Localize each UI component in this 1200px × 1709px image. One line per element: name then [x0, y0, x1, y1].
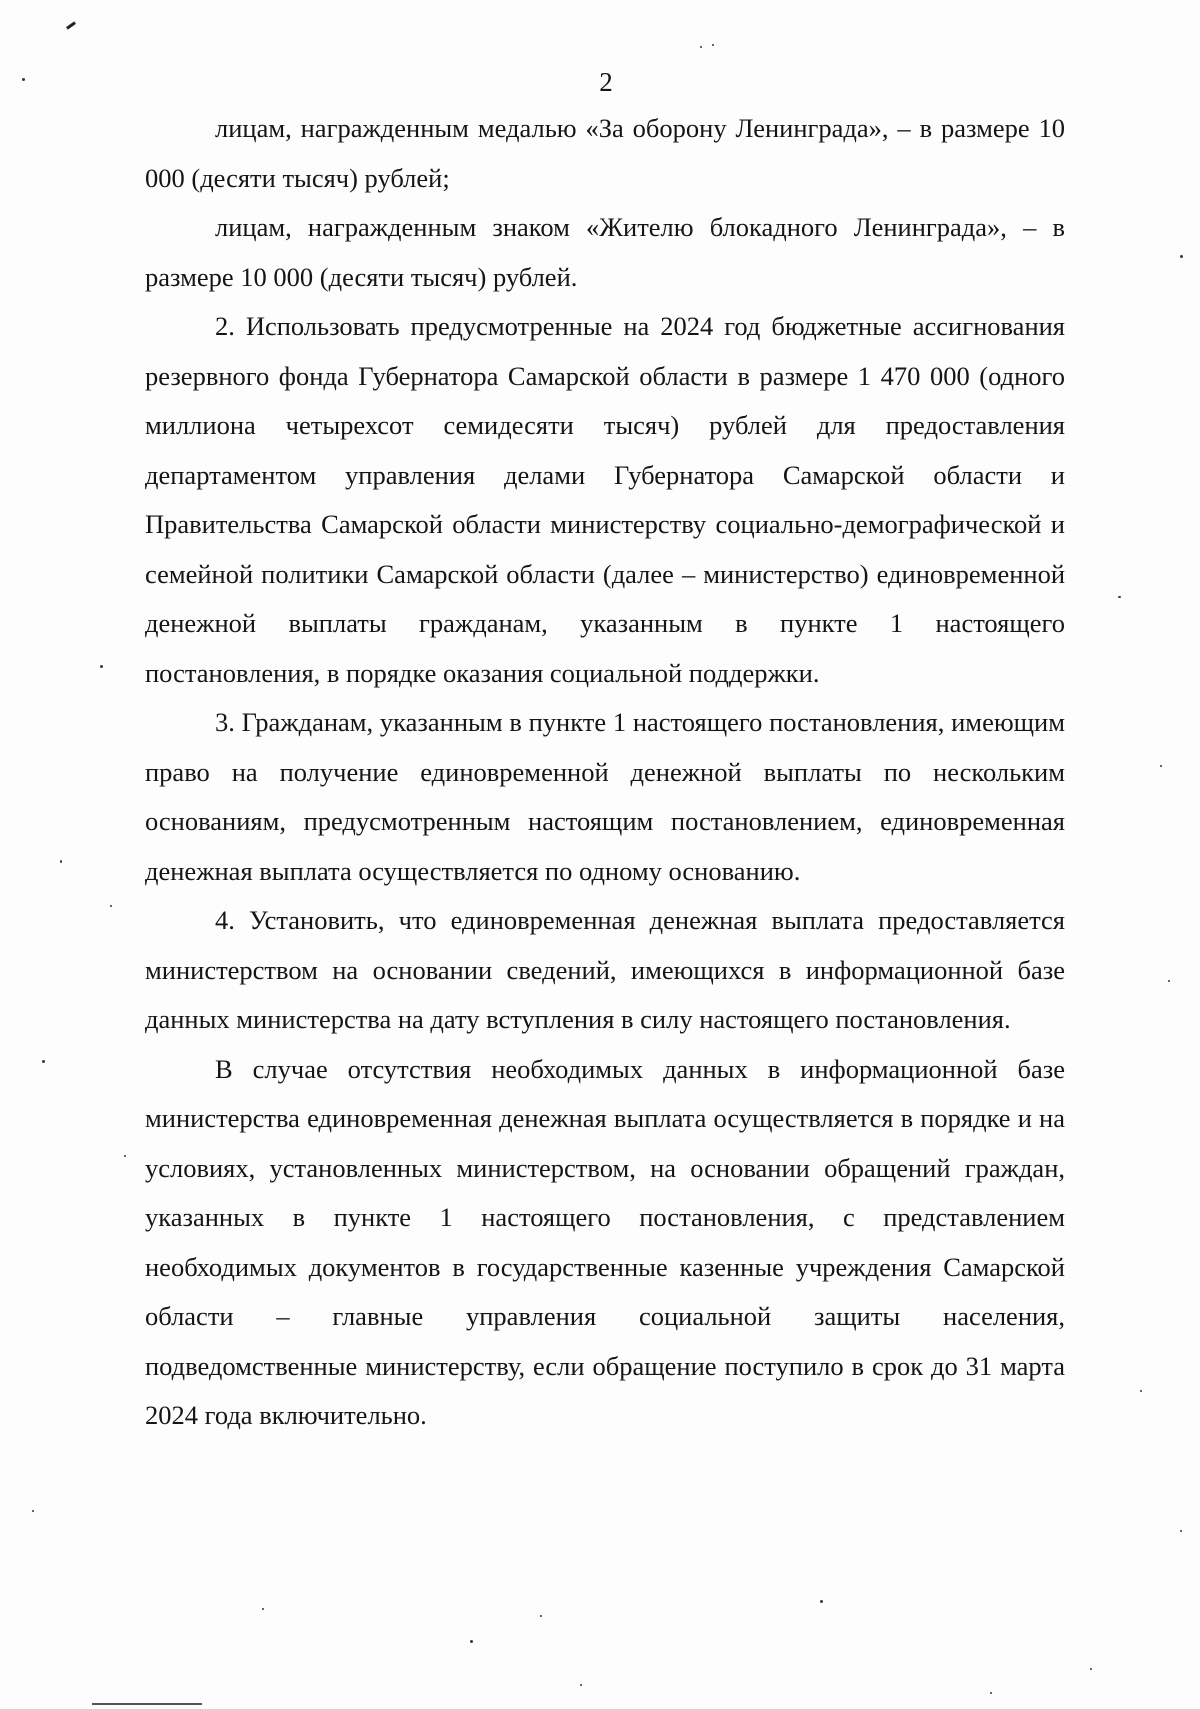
scan-mark [66, 21, 76, 29]
scan-speck [262, 1608, 264, 1610]
scan-speck [990, 1692, 992, 1694]
scan-speck [1090, 1668, 1092, 1670]
scan-speck [1160, 765, 1162, 767]
scan-speck [1140, 1390, 1142, 1392]
paragraph-missing-data: В случае отсутствия необходимых данных в информационной базе министерства единовременная денежная выплата осуществляется в порядке и на условиях, установленных министерством, на основании обращений граждан, указанных в пункте 1 настоящего постановления, с представлением необходимых документов в государственные казенные учреждения Самарской области – главные управления социальной защиты населения, подведомственные министерству, если обращение поступило в срок до 31 марта 2024 года включительно. [145, 1053, 1065, 1430]
paragraph-item-2: 2. Использовать предусмотренные на 2024 год бюджетные ассигнования резервного фонда Губернатора Самарской области в размере 1 470 000 (одного миллиона четырехсот семидесяти тысяч) рублей для предоставления департаментом управления делами Губернатора Самарской области и Правительства Самарской области министерству социально-демографической и семейной политики Самарской области (далее – министерство) единовременной денежной выплаты гражданам, указанным в пункте 1 настоящего постановления, в порядке оказания социальной поддержки. [145, 311, 1065, 688]
scan-speck [32, 1510, 34, 1512]
scan-speck [712, 44, 714, 46]
scan-speck [124, 1155, 126, 1157]
scan-speck [22, 78, 25, 81]
scan-speck [540, 1615, 542, 1617]
scan-edge-line [92, 1703, 202, 1705]
scan-speck [1118, 596, 1121, 598]
scan-speck [820, 1600, 823, 1603]
page-number: 2 [599, 67, 613, 97]
scan-speck [700, 46, 702, 48]
scan-speck [1168, 980, 1170, 982]
scan-speck [42, 1060, 45, 1063]
document-body [145, 104, 1065, 1441]
paragraph-item-4: 4. Установить, что единовременная денежная выплата предоставляется министерством на основании сведений, имеющихся в информационной базе данных министерства на дату вступления в силу настоящего постановления. [145, 905, 1065, 1034]
paragraph-blockade-badge: лицам, награжденным знаком «Жителю блокадного Ленинграда», – в размере 10 000 (десяти тысяч) рублей. [145, 212, 1065, 292]
scan-speck [580, 1684, 582, 1686]
paragraph-item-3: 3. Гражданам, указанным в пункте 1 настоящего постановления, имеющим право на получение единовременной денежной выплаты по нескольким основаниям, предусмотренным настоящим постановлением, единовременная денежная выплата осуществляется по одному основанию. [145, 707, 1065, 886]
scan-speck [1180, 255, 1183, 258]
scan-speck [100, 665, 103, 668]
scan-speck [110, 905, 112, 907]
scan-speck [1180, 1530, 1182, 1532]
paragraph-medal-leningrad: лицам, награжденным медалью «За оборону Ленинграда», – в размере 10 000 (десяти тысяч) рублей; [145, 113, 1065, 193]
scan-speck [470, 1640, 473, 1643]
scan-speck [60, 860, 62, 863]
